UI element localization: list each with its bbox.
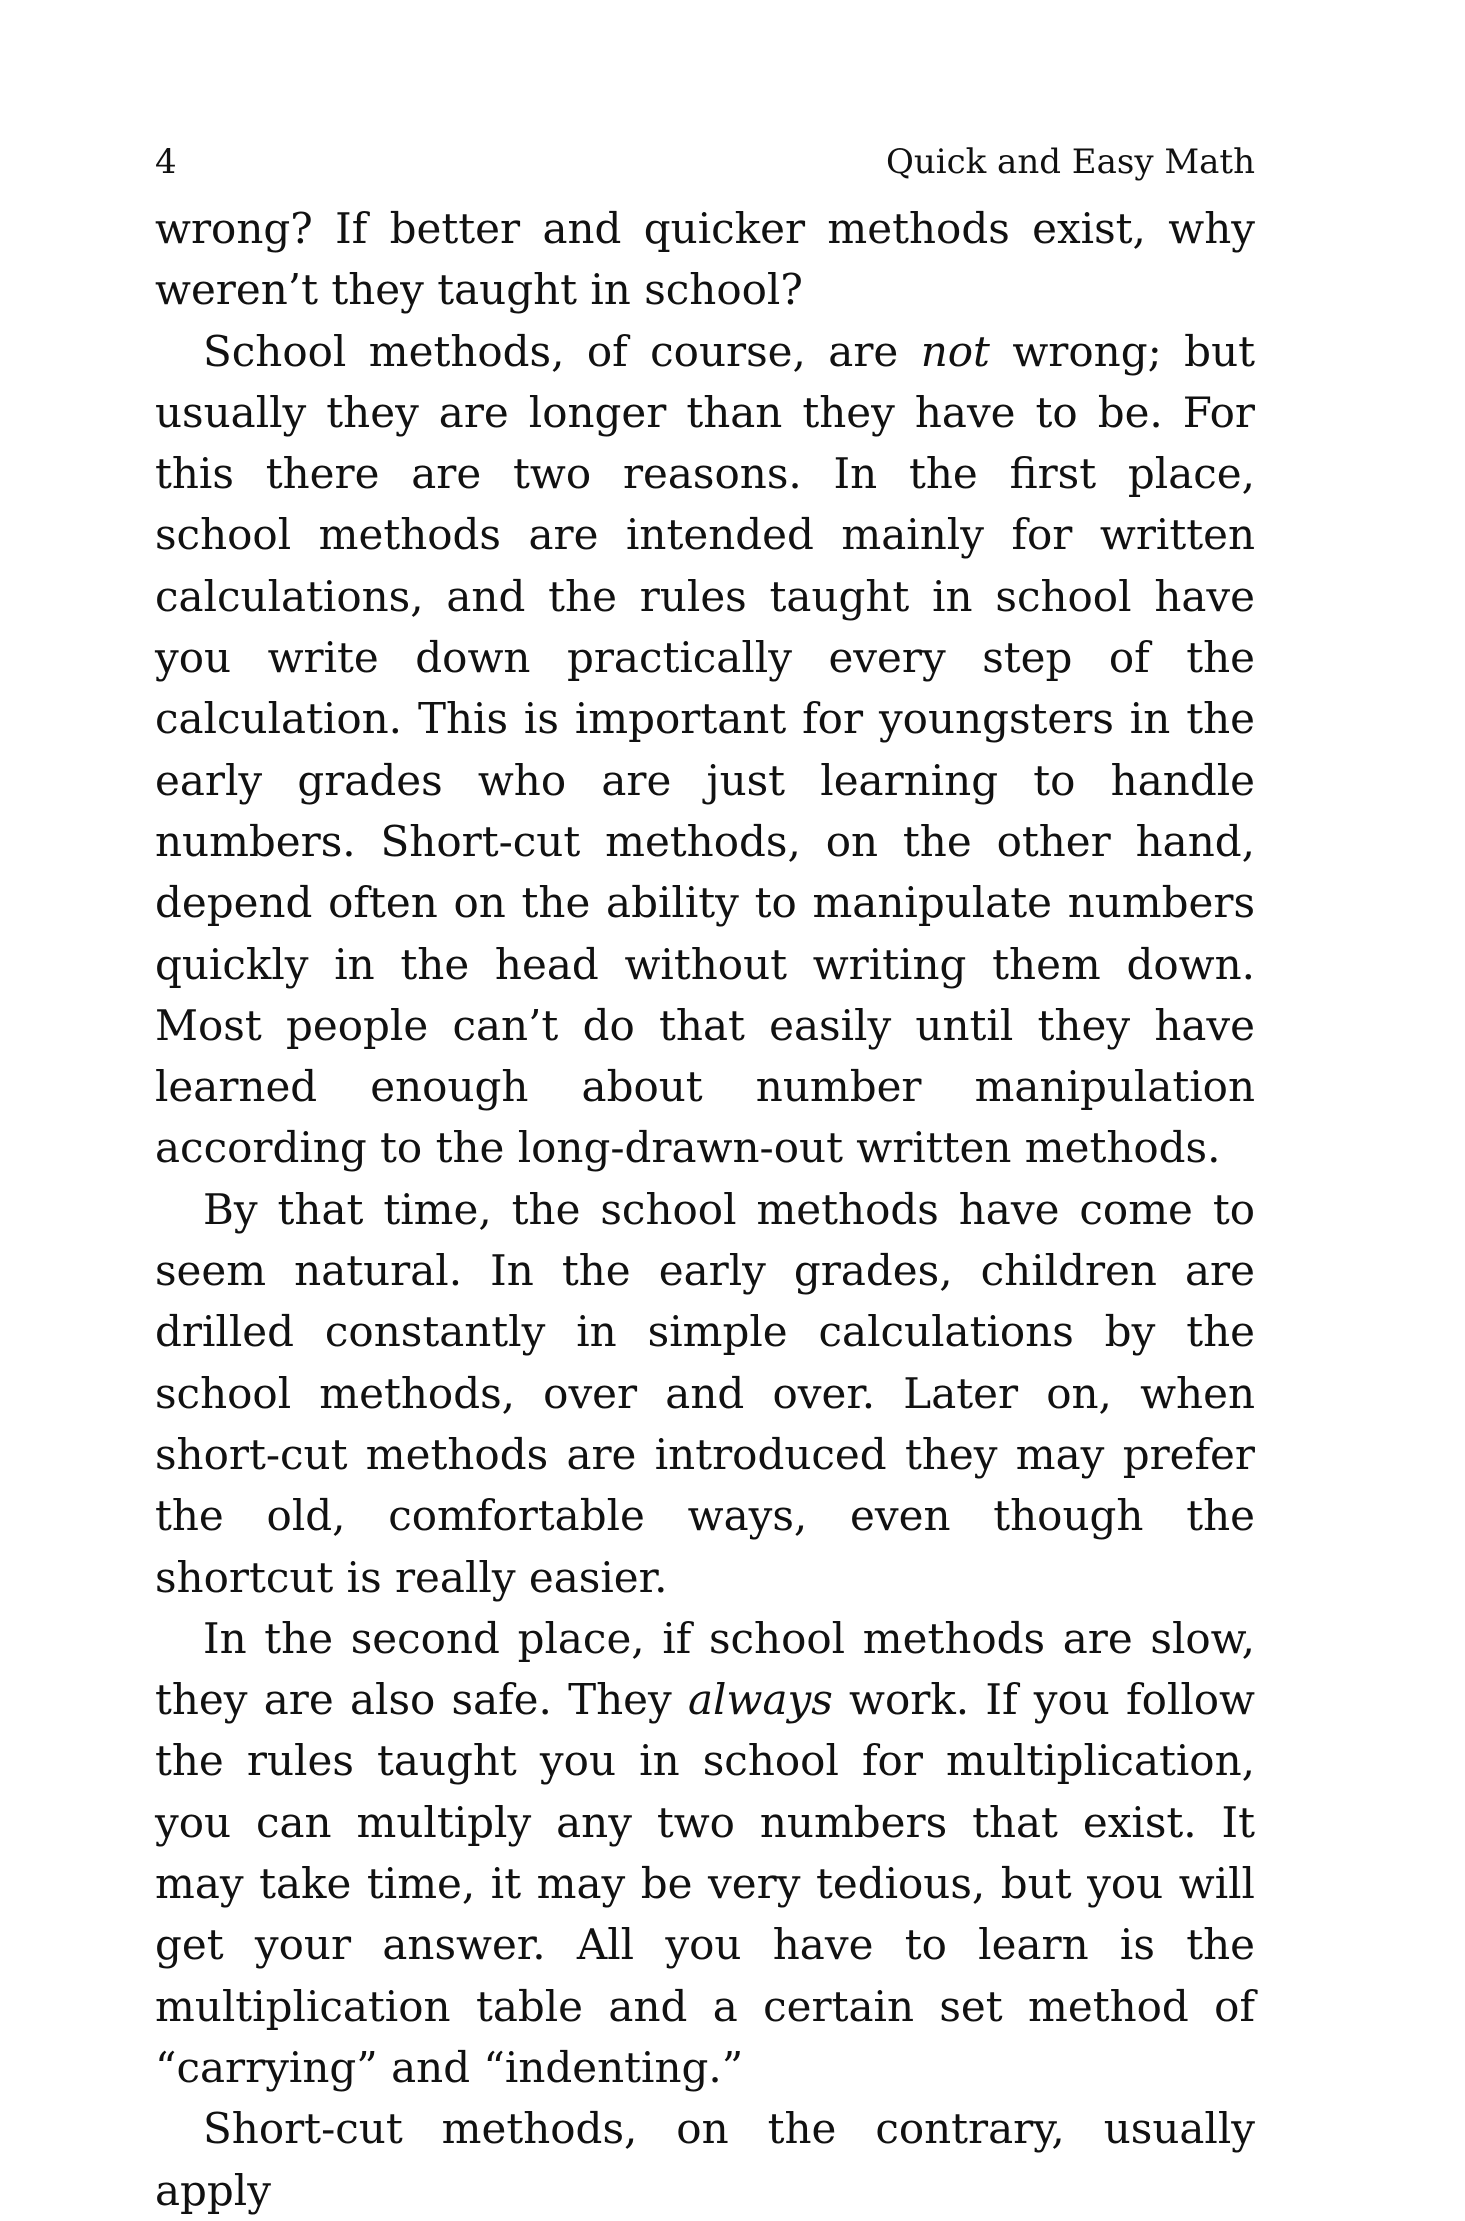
text-segment: By that time, the school methods have come to seem natural. In the early grades, children are drilled constantly in simple calculations by the school methods, over and over. Later on, when short-cut methods are introduced they may prefer the old, comfortable ways, even though the shortcut is really easier. [155, 1184, 1255, 1602]
page-number: 4 [155, 142, 177, 182]
running-title: Quick and Easy Math [885, 142, 1255, 182]
paragraph [155, 2098, 1255, 2221]
text-segment: work. If you follow the rules taught you in school for multiplication, you can multiply any two numbers that exist. It may take time, it may be very tedious, but you will get your answer. All you have to learn is the multiplication table and a certain set method of “carrying” and “indenting.” [155, 1675, 1255, 2092]
body-text [155, 198, 1255, 2221]
paragraph [155, 321, 1255, 1179]
text-segment: wrong; but usually they are longer than they have to be. For this there are two reasons. In the first place, school methods are intended mainly for written calculations, and the rules taught in school have you write down practically every step of the calculation. This is important for youngsters in the early grades who are just learning to handle numbers. Short-cut methods, on the other hand, depend often on the ability to manipulate numbers quickly in the head without writing them down. Most people can’t do that easily until they have learned enough about number manipulation according to the long-drawn-out written methods. [155, 326, 1255, 1173]
text-segment: School methods, of course, are [203, 326, 921, 376]
book-page [155, 140, 1255, 2221]
text-segment: Short-cut methods, on the contrary, usually apply [155, 2104, 1255, 2215]
paragraph [155, 1179, 1255, 1608]
running-head [155, 140, 1255, 198]
emphasis-text: not [920, 326, 990, 376]
text-segment: In the second place, if school methods are slow, they are also safe. They [155, 1613, 1255, 1725]
paragraph [155, 1608, 1255, 2098]
paragraph [155, 198, 1255, 321]
emphasis-text: always [688, 1675, 833, 1725]
text-segment: wrong? If better and quicker methods exist, why weren’t they taught in school? [155, 204, 1255, 315]
